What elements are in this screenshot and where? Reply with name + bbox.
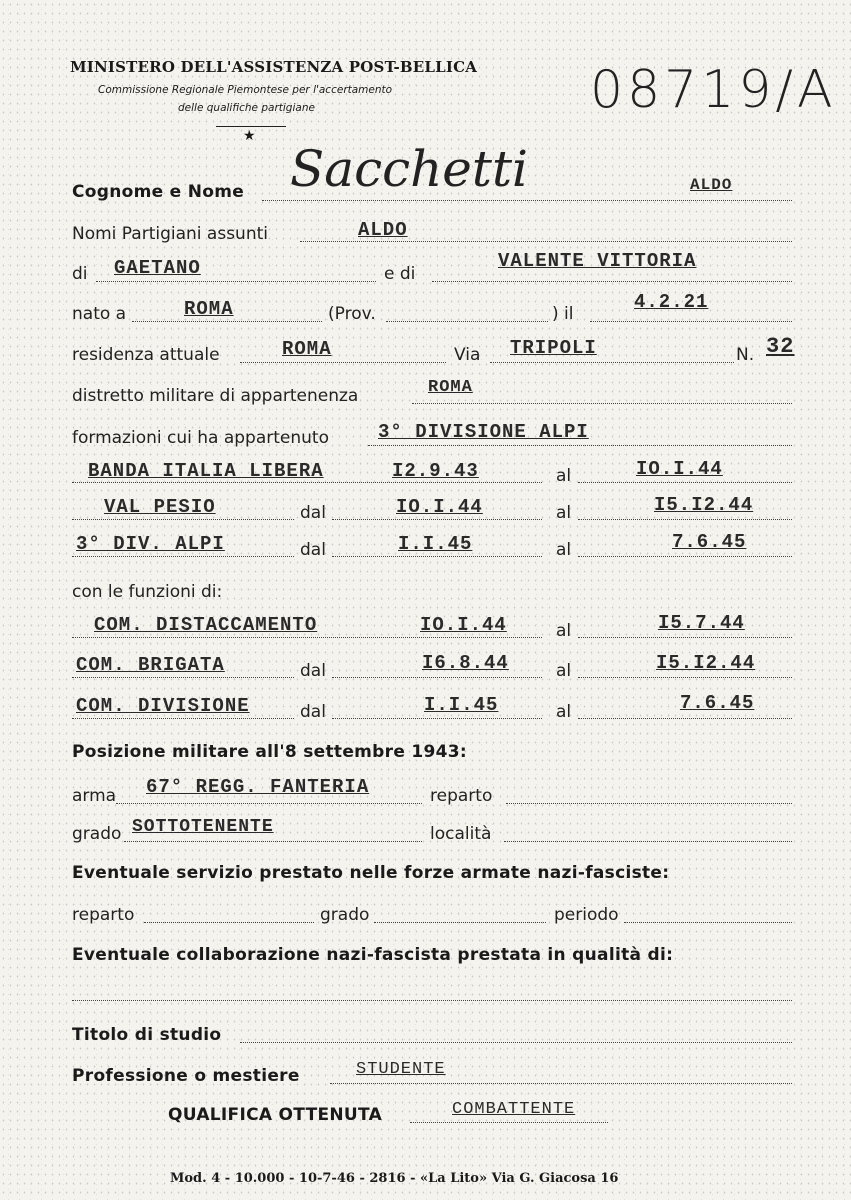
- dotted-fill-line: [432, 281, 792, 282]
- al-label: al: [556, 661, 572, 681]
- via-label: Via: [454, 345, 481, 365]
- dotted-fill-line: [330, 1083, 792, 1084]
- dotted-fill-line: [332, 677, 542, 678]
- birthdate-value: 4.2.21: [634, 291, 709, 313]
- funzione-name: COM. DISTACCAMENTO: [94, 614, 318, 636]
- dotted-fill-line: [578, 677, 792, 678]
- commission-line-2: delle qualifiche partigiane: [178, 102, 315, 114]
- periodo-label: periodo: [554, 905, 619, 925]
- dal-label: dal: [300, 702, 326, 722]
- dotted-fill-line: [96, 281, 376, 282]
- formazione-name: 3° DIV. ALPI: [76, 533, 225, 555]
- al-label: al: [556, 466, 572, 486]
- nato-label: nato a: [72, 304, 127, 324]
- nomi-label: Nomi Partigiani assunti: [72, 224, 268, 244]
- servizio-heading: Eventuale servizio prestato nelle forze armate nazi-fasciste:: [72, 863, 670, 883]
- grado2-label: grado: [320, 905, 370, 925]
- dotted-fill-line: [410, 1122, 608, 1123]
- dotted-fill-line: [72, 556, 294, 557]
- residenza-label: residenza attuale: [72, 345, 220, 365]
- dotted-fill-line: [240, 1042, 792, 1043]
- collab-heading: Eventuale collaborazione nazi-fascista prestata in qualità di:: [72, 945, 674, 965]
- reparto2-label: reparto: [72, 905, 135, 925]
- formazione-to: 7.6.45: [672, 531, 747, 553]
- formazione-name: BANDA ITALIA LIBERA: [88, 460, 324, 482]
- al-label: al: [556, 540, 572, 560]
- grado-label: grado: [72, 824, 122, 844]
- funzione-from: I.I.45: [424, 694, 499, 716]
- dotted-fill-line: [386, 321, 548, 322]
- via-value: TRIPOLI: [510, 337, 597, 359]
- titolo-label: Titolo di studio: [72, 1025, 222, 1045]
- formazioni-label: formazioni cui ha appartenuto: [72, 428, 329, 448]
- birthplace-value: ROMA: [184, 298, 234, 320]
- dotted-fill-line: [240, 362, 446, 363]
- distretto-label: distretto militare di appartenenza: [72, 386, 359, 406]
- dotted-fill-line: [578, 556, 792, 557]
- dotted-fill-line: [578, 519, 792, 520]
- professione-label: Professione o mestiere: [72, 1066, 300, 1086]
- nome-value: ALDO: [690, 176, 733, 194]
- il-label: ) il: [552, 304, 574, 324]
- arma-value: 67° REGG. FANTERIA: [146, 776, 370, 798]
- nomi-value: ALDO: [358, 219, 408, 241]
- funzione-from: IO.I.44: [420, 614, 507, 636]
- dotted-fill-line: [72, 1000, 792, 1001]
- posizione-heading: Posizione militare all'8 settembre 1943:: [72, 742, 467, 762]
- formazione-to: IO.I.44: [636, 458, 723, 480]
- dotted-fill-line: [116, 803, 422, 804]
- formazione-name: VAL PESIO: [104, 496, 216, 518]
- funzione-name: COM. DIVISIONE: [76, 695, 250, 717]
- distretto-value: ROMA: [428, 378, 473, 397]
- funzione-name: COM. BRIGATA: [76, 654, 225, 676]
- al-label: al: [556, 503, 572, 523]
- funzioni-label: con le funzioni di:: [72, 582, 223, 602]
- dotted-fill-line: [332, 718, 542, 719]
- qualifica-value: COMBATTENTE: [452, 1100, 576, 1119]
- dotted-fill-line: [300, 241, 792, 242]
- di-label: di: [72, 264, 88, 284]
- commission-line-1: Commissione Regionale Piemontese per l'accertamento: [98, 84, 393, 96]
- funzione-to: I5.7.44: [658, 612, 745, 634]
- n-label: N.: [736, 345, 755, 365]
- dotted-fill-line: [72, 718, 294, 719]
- localita-label: località: [430, 824, 492, 844]
- star-icon: ★: [243, 128, 256, 144]
- formazione-to: I5.I2.44: [654, 494, 754, 516]
- e-di-label: e di: [384, 264, 416, 284]
- ministry-title: MINISTERO DELL'ASSISTENZA POST-BELLICA: [70, 58, 478, 76]
- dotted-fill-line: [132, 321, 322, 322]
- father-value: GAETANO: [114, 257, 201, 279]
- dotted-fill-line: [590, 321, 792, 322]
- file-number: 08719/A: [590, 60, 837, 120]
- funzione-to: 7.6.45: [680, 692, 755, 714]
- reparto-label: reparto: [430, 786, 493, 806]
- dotted-fill-line: [144, 922, 314, 923]
- mother-value: VALENTE VITTORIA: [498, 250, 697, 272]
- formazione-from: I.I.45: [398, 533, 473, 555]
- al-label: al: [556, 621, 572, 641]
- dotted-fill-line: [72, 482, 542, 483]
- dal-label: dal: [300, 503, 326, 523]
- dotted-fill-line: [332, 519, 542, 520]
- dotted-fill-line: [332, 556, 542, 557]
- professione-value: STUDENTE: [356, 1060, 446, 1079]
- prov-label: (Prov.: [328, 304, 376, 324]
- grado-value: SOTTOTENENTE: [132, 817, 274, 837]
- dotted-fill-line: [368, 445, 792, 446]
- dotted-fill-line: [506, 803, 792, 804]
- n-value: 32: [766, 334, 795, 359]
- cognome-value: Sacchetti: [290, 140, 529, 198]
- dotted-fill-line: [624, 922, 792, 923]
- dotted-fill-line: [72, 637, 542, 638]
- dotted-fill-line: [72, 677, 294, 678]
- arma-label: arma: [72, 786, 117, 806]
- dal-label: dal: [300, 661, 326, 681]
- funzione-from: I6.8.44: [422, 652, 509, 674]
- dotted-fill-line: [490, 362, 734, 363]
- dal-label: dal: [300, 540, 326, 560]
- dotted-fill-line: [262, 200, 792, 201]
- dotted-fill-line: [412, 403, 792, 404]
- qualifica-label: QUALIFICA OTTENUTA: [168, 1105, 383, 1125]
- footer-imprint: Mod. 4 - 10.000 - 10-7-46 - 2816 - «La Lito» Via G. Giacosa 16: [170, 1171, 619, 1186]
- residenza-value: ROMA: [282, 338, 332, 360]
- al-label: al: [556, 702, 572, 722]
- header-rule: [216, 126, 286, 127]
- dotted-fill-line: [504, 841, 792, 842]
- formazione-from: I2.9.43: [392, 460, 479, 482]
- formazione-from: IO.I.44: [396, 496, 483, 518]
- dotted-fill-line: [578, 637, 792, 638]
- dotted-fill-line: [72, 519, 294, 520]
- funzione-to: I5.I2.44: [656, 652, 756, 674]
- dotted-fill-line: [124, 841, 422, 842]
- cognome-label: Cognome e Nome: [72, 182, 245, 202]
- formazioni-value: 3° DIVISIONE ALPI: [378, 421, 589, 443]
- dotted-fill-line: [374, 922, 546, 923]
- dotted-fill-line: [578, 482, 792, 483]
- dotted-fill-line: [578, 718, 792, 719]
